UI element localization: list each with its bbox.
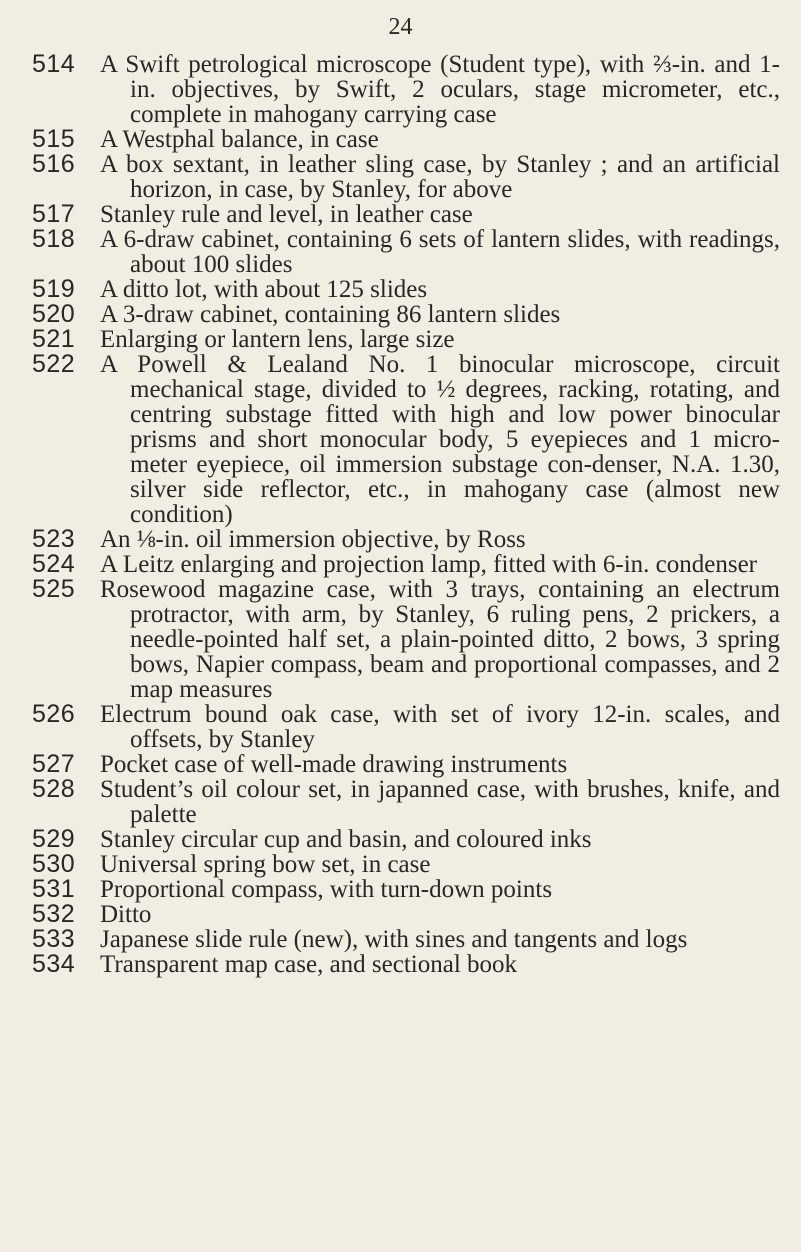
lot-number: 527	[32, 750, 76, 778]
lot-number: 531	[32, 875, 76, 903]
lot-description: Stanley rule and level, in leather case	[100, 201, 473, 228]
lot-entry	[0, 227, 801, 277]
lot-description: A 6-draw cabinet, containing 6 sets of lantern slides, with readings, about 100 slides	[100, 226, 780, 278]
lot-description: Proportional compass, with turn-down points	[100, 876, 553, 903]
lot-description: Pocket case of well-made drawing instruments	[100, 751, 568, 778]
lot-description: A Westphal balance, in case	[100, 126, 379, 153]
lot-description: A Leitz enlarging and projection lamp, fitted with 6-in. condenser	[100, 551, 757, 578]
lot-number: 525	[32, 575, 76, 603]
lot-entry	[0, 702, 801, 752]
lot-entry	[0, 752, 801, 777]
lot-entry	[0, 927, 801, 952]
lot-description: Universal spring bow set, in case	[100, 851, 431, 878]
lot-description: Student’s oil colour set, in japanned case, with brushes, knife, and palette	[100, 776, 780, 828]
lot-number: 529	[32, 825, 76, 853]
lot-description: Stanley circular cup and basin, and coloured inks	[100, 826, 592, 853]
lot-description: Japanese slide rule (new), with sines and tangents and logs	[100, 926, 688, 953]
lot-description: A Swift petrological microscope (Student type), with ⅔-in. and 1-in. objectives, by Swift, 2 oculars, stage micrometer, etc., complete in mahogany carrying case	[100, 51, 780, 128]
lot-number: 517	[32, 200, 76, 228]
lot-number: 516	[32, 150, 76, 178]
lot-number: 522	[32, 350, 76, 378]
lot-entry	[0, 852, 801, 877]
lot-entry	[0, 527, 801, 552]
lot-entry	[0, 827, 801, 852]
lot-entry	[0, 902, 801, 927]
lot-description: A Powell & Lealand No. 1 binocular microscope, circuit mechanical stage, divided to ½ degrees, racking, rotating, and centring substage fitted with high and low power binocular prisms and short monocular body, 5 eyepieces and 1 micro-meter eyepiece, oil immersion substage con-denser, N.A. 1.30, silver side reflector, etc., in mahogany case (almost new condition)	[100, 351, 780, 528]
lot-description: A box sextant, in leather sling case, by Stanley ; and an artificial horizon, in case, by Stanley, for above	[100, 151, 780, 203]
lot-number: 518	[32, 225, 76, 253]
lot-number: 520	[32, 300, 76, 328]
lot-entry	[0, 777, 801, 827]
lot-number: 524	[32, 550, 76, 578]
lot-description: Rosewood magazine case, with 3 trays, containing an electrum protractor, with arm, by Stanley, 6 ruling pens, 2 prickers, a needle-pointed half set, a plain-pointed ditto, 2 bows, 3 spring bows, Napier compass, beam and proportional compasses, and 2 map measures	[100, 576, 780, 703]
lot-entry	[0, 577, 801, 702]
lot-description: Electrum bound oak case, with set of ivory 12-in. scales, and offsets, by Stanley	[100, 701, 780, 753]
lot-entry	[0, 952, 801, 977]
lot-number: 532	[32, 900, 76, 928]
lot-description: A 3-draw cabinet, containing 86 lantern slides	[100, 301, 561, 328]
lot-description: An ⅛-in. oil immersion objective, by Ross	[100, 526, 526, 553]
lot-description: Ditto	[100, 901, 152, 928]
lot-entry	[0, 552, 801, 577]
lot-number: 533	[32, 925, 76, 953]
lot-entry	[0, 152, 801, 202]
lot-description: Transparent map case, and sectional book	[100, 951, 518, 978]
lot-entry	[0, 52, 801, 127]
lot-entry	[0, 877, 801, 902]
lot-number: 519	[32, 275, 76, 303]
lot-entry	[0, 277, 801, 302]
lot-entry	[0, 302, 801, 327]
lot-number: 528	[32, 775, 76, 803]
lot-number: 534	[32, 950, 76, 978]
lot-number: 514	[32, 50, 76, 78]
lot-number: 530	[32, 850, 76, 878]
lot-entry	[0, 202, 801, 227]
lot-number: 521	[32, 325, 76, 353]
lot-entry	[0, 127, 801, 152]
lot-number: 515	[32, 125, 76, 153]
page-number: 24	[388, 14, 413, 40]
lot-number: 526	[32, 700, 76, 728]
lot-entry	[0, 352, 801, 527]
lot-number: 523	[32, 525, 76, 553]
lot-description: Enlarging or lantern lens, large size	[100, 326, 455, 353]
lot-entry	[0, 327, 801, 352]
lot-description: A ditto lot, with about 125 slides	[100, 276, 428, 303]
lot-list	[0, 52, 801, 977]
